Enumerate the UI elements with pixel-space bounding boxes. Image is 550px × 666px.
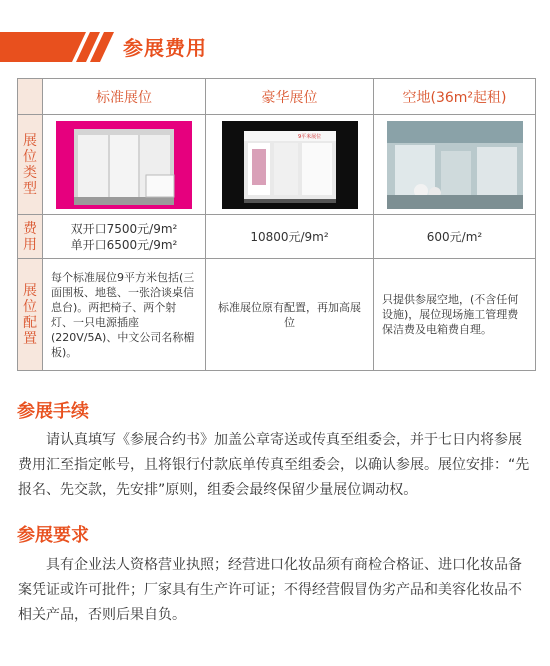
- requirement-body: 具有企业法人资格营业执照；经营进口化妆品须有商检合格证、进口化妆品备案凭证或许可批件；厂家具有生产许可证；不得经营假冒伪劣产品和美容化妆品不相关产品，否则后果自负。: [18, 557, 522, 623]
- open-space-config: 只提供参展空地，(不含任何设施)，展位现场施工管理费保洁费及电箱费自理。: [374, 259, 536, 371]
- col-standard-booth: 标准展位: [43, 79, 206, 115]
- deluxe-booth-fee: 10800元/9m²: [206, 215, 374, 259]
- col-deluxe-booth: 豪华展位: [206, 79, 374, 115]
- row-label-char: 用: [23, 236, 37, 253]
- standard-booth-config: 每个标准展位9平方米包括(三面围板、地毯、一张洽谈桌信息台)。两把椅子、两个射灯、一只电源插座(220V/5A)、中文公司名称楣板)。: [43, 259, 206, 371]
- col-open-space: 空地(36m²起租): [374, 79, 536, 115]
- table-header-row: [18, 79, 536, 115]
- requirement-title: 参展要求: [17, 525, 89, 546]
- deluxe-booth-image-cell: [206, 115, 374, 215]
- table-row-type: [18, 115, 536, 215]
- row-label-booth-config: [18, 259, 43, 371]
- standard-booth-fee: [43, 215, 206, 259]
- corner-cell: [18, 79, 43, 115]
- open-space-image-cell: [374, 115, 536, 215]
- row-label-char: 展: [23, 132, 37, 149]
- procedure-title: 参展手续: [17, 401, 89, 422]
- page-title: 参展费用: [123, 36, 207, 60]
- row-label-char: 展: [23, 282, 37, 299]
- requirement-text: [18, 553, 532, 628]
- open-space-image: [387, 121, 523, 209]
- row-label-fee: [18, 215, 43, 259]
- procedure-text: [18, 428, 532, 503]
- row-label-char: 费: [23, 220, 37, 237]
- row-label-char: 型: [23, 180, 37, 197]
- standard-booth-image: [56, 121, 192, 209]
- standard-fee-single: 单开口6500元/9m²: [70, 237, 178, 252]
- row-label-char: 位: [23, 148, 37, 165]
- row-label-char: 配: [23, 314, 37, 331]
- row-label-char: 置: [23, 330, 37, 347]
- standard-fee-double: 双开口7500元/9m²: [70, 221, 178, 236]
- deluxe-booth-sign-text: 9平米展位: [297, 133, 321, 140]
- row-label-char: 位: [23, 298, 37, 315]
- table-row-config: [18, 259, 536, 371]
- deluxe-booth-config: 标准展位原有配置，再加高展位: [206, 259, 374, 371]
- row-label-booth-type: [18, 115, 43, 215]
- section-header: [0, 28, 550, 68]
- header-slash-decoration: [0, 28, 120, 68]
- table-row-fee: [18, 215, 536, 259]
- standard-booth-image-cell: [43, 115, 206, 215]
- procedure-body: 请认真填写《参展合约书》加盖公章寄送或传真至组委会，并于七日内将参展费用汇至指定帐号，且将银行付款底单传真至组委会，以确认参展。展位安排：“先报名、先交款，先安排”原则，组委会最终保留少量展位调动权。: [18, 432, 530, 498]
- open-space-fee: 600元/m²: [374, 215, 536, 259]
- row-label-char: 类: [23, 164, 37, 181]
- fee-table: [17, 78, 536, 371]
- deluxe-booth-image: [222, 121, 358, 209]
